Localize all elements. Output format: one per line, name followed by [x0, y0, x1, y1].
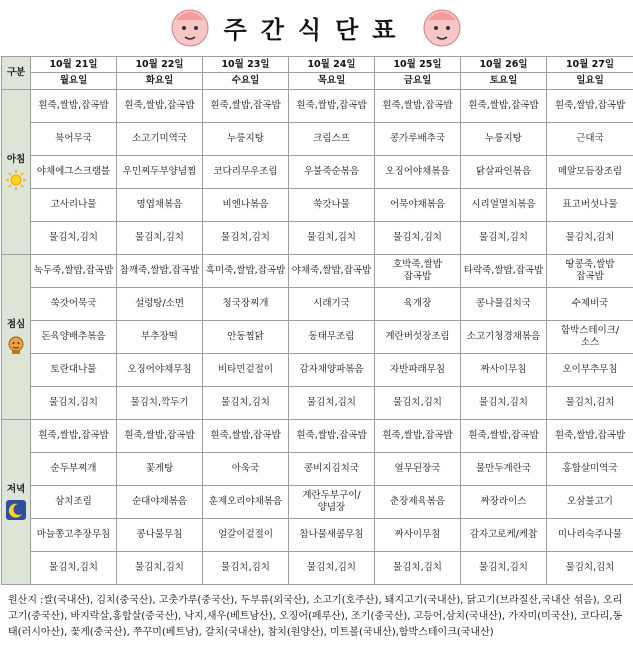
- menu-item: 물김치,김치: [117, 222, 203, 255]
- meal-label-lunch: [2, 255, 31, 420]
- meal-label-dinner: [2, 420, 31, 585]
- menu-item: 청국장찌개: [203, 288, 289, 321]
- menu-item: 홍합살미역국: [547, 453, 633, 486]
- menu-item: 미나리숙주나물: [547, 519, 633, 552]
- menu-item: 물김치,깍두기: [117, 387, 203, 420]
- menu-item: 오이부추무침: [547, 354, 633, 387]
- menu-item: 오징어야채볶음: [375, 156, 461, 189]
- menu-item: 물김치,김치: [375, 222, 461, 255]
- date-header: 10월 23일: [203, 57, 289, 73]
- menu-item: 물김치,김치: [547, 387, 633, 420]
- character-icon: [6, 335, 26, 355]
- menu-item: 참나물새콤무침: [289, 519, 375, 552]
- menu-item: 물김치,김치: [203, 387, 289, 420]
- page-title: 주간식단표: [223, 16, 410, 44]
- menu-item: 흰죽,쌀밥,잡곡밥: [461, 90, 547, 123]
- menu-item: 자반파래무침: [375, 354, 461, 387]
- menu-item: 순두부찌개: [31, 453, 117, 486]
- menu-item: 흰죽,쌀밥,잡곡밥: [375, 420, 461, 453]
- menu-item: 시래기국: [289, 288, 375, 321]
- menu-item: 타락죽,쌀밥,잡곡밥: [461, 255, 547, 288]
- menu-item: 물김치,김치: [461, 387, 547, 420]
- date-header: 10월 27일: [547, 57, 633, 73]
- menu-item: 콩가루배추국: [375, 123, 461, 156]
- menu-item: 북어무국: [31, 123, 117, 156]
- menu-item: 고사리나물: [31, 189, 117, 222]
- meal-label-text: 아침: [6, 154, 26, 165]
- menu-item: 땅콩죽,쌀밥 잡곡밥: [547, 255, 633, 288]
- menu-item: 흰죽,쌀밥,잡곡밥: [289, 90, 375, 123]
- menu-item: 근대국: [547, 123, 633, 156]
- menu-item: 크림스프: [289, 123, 375, 156]
- menu-row: [2, 222, 633, 255]
- menu-item: 꽃게탕: [117, 453, 203, 486]
- menu-item: 명엽채볶음: [117, 189, 203, 222]
- menu-item: 물김치,김치: [31, 222, 117, 255]
- menu-item: 토란대나물: [31, 354, 117, 387]
- menu-item: 물김치,김치: [31, 552, 117, 585]
- menu-item: 흰죽,쌀밥,잡곡밥: [117, 90, 203, 123]
- menu-item: 야채에그스크램블: [31, 156, 117, 189]
- date-header: 10월 24일: [289, 57, 375, 73]
- menu-item: 아욱국: [203, 453, 289, 486]
- menu-item: 누룽지탕: [203, 123, 289, 156]
- menu-item: 우불죽순볶음: [289, 156, 375, 189]
- menu-item: 순대야채볶음: [117, 486, 203, 519]
- menu-item: 흰죽,쌀밥,잡곡밥: [117, 420, 203, 453]
- menu-item: 물김치,김치: [375, 387, 461, 420]
- menu-item: 물김치,김치: [461, 552, 547, 585]
- menu-item: 흰죽,쌀밥,잡곡밥: [375, 90, 461, 123]
- menu-item: 녹두죽,쌀밥,잡곡밥: [31, 255, 117, 288]
- menu-item: 계란버섯장조림: [375, 321, 461, 354]
- weekday-header: 목요일: [289, 73, 375, 90]
- menu-item: 오삼불고기: [547, 486, 633, 519]
- menu-item: 흑미죽,쌀밥,잡곡밥: [203, 255, 289, 288]
- menu-row: [2, 288, 633, 321]
- weekday-header: 수요일: [203, 73, 289, 90]
- meal-label-breakfast: [2, 90, 31, 255]
- menu-row: [2, 519, 633, 552]
- menu-item: 흰죽,쌀밥,잡곡밥: [203, 90, 289, 123]
- menu-item: 물김치,김치: [547, 552, 633, 585]
- menu-item: 물김치,김치: [375, 552, 461, 585]
- menu-row: [2, 552, 633, 585]
- corner-label: 구분: [2, 57, 31, 90]
- menu-item: 안동찜닭: [203, 321, 289, 354]
- menu-item: 우민찌두부양념찜: [117, 156, 203, 189]
- menu-row: [2, 321, 633, 354]
- menu-item: 소고기미역국: [117, 123, 203, 156]
- menu-item: 춘장제육볶음: [375, 486, 461, 519]
- menu-row: [2, 156, 633, 189]
- menu-item: 콩나물김치국: [461, 288, 547, 321]
- weekly-menu-table: [1, 56, 633, 585]
- menu-item: 비엔나볶음: [203, 189, 289, 222]
- sun-icon: [6, 170, 26, 190]
- character-face-icon: [422, 6, 462, 48]
- menu-item: 비타민겉절이: [203, 354, 289, 387]
- menu-item: 열무된장국: [375, 453, 461, 486]
- menu-item: 삼치조림: [31, 486, 117, 519]
- menu-item: 설렁탕/소면: [117, 288, 203, 321]
- menu-item: 소고기청경채볶음: [461, 321, 547, 354]
- date-header: 10월 21일: [31, 57, 117, 73]
- moon-icon: [6, 500, 26, 520]
- date-header: 10월 25일: [375, 57, 461, 73]
- menu-row: [2, 354, 633, 387]
- weekday-header: 금요일: [375, 73, 461, 90]
- menu-item: 마늘쫑고추장무침: [31, 519, 117, 552]
- menu-item: 흰죽,쌀밥,잡곡밥: [547, 420, 633, 453]
- menu-item: 부추장떡: [117, 321, 203, 354]
- menu-item: 쑥갓나물: [289, 189, 375, 222]
- menu-item: 짜사이무침: [375, 519, 461, 552]
- weekday-header: 일요일: [547, 73, 633, 90]
- weekday-header: 화요일: [117, 73, 203, 90]
- menu-item: 코다리무우조림: [203, 156, 289, 189]
- menu-item: 물김치,김치: [117, 552, 203, 585]
- menu-item: 오징어야채무침: [117, 354, 203, 387]
- menu-item: 시리얼멸치볶음: [461, 189, 547, 222]
- menu-item: 물김치,김치: [289, 387, 375, 420]
- menu-item: 물김치,김치: [203, 222, 289, 255]
- menu-item: 계란두부구이/ 양념장: [289, 486, 375, 519]
- menu-item: 콩나물무침: [117, 519, 203, 552]
- menu-item: 함박스테이크/ 소스: [547, 321, 633, 354]
- menu-item: 감자고로케/케찹: [461, 519, 547, 552]
- menu-item: 표고버섯나물: [547, 189, 633, 222]
- menu-row: [2, 453, 633, 486]
- menu-row: [2, 90, 633, 123]
- menu-item: 물김치,김치: [461, 222, 547, 255]
- weekday-header: 토요일: [461, 73, 547, 90]
- menu-item: 동태무조림: [289, 321, 375, 354]
- menu-item: 감자채양파볶음: [289, 354, 375, 387]
- menu-item: 호박죽,쌀밥 잡곡밥: [375, 255, 461, 288]
- menu-row: [2, 486, 633, 519]
- header: [0, 0, 633, 56]
- menu-item: 짜사이무침: [461, 354, 547, 387]
- menu-item: 훈제오리야채볶음: [203, 486, 289, 519]
- menu-item: 콩비지김치국: [289, 453, 375, 486]
- menu-item: 물김치,김치: [203, 552, 289, 585]
- meal-label-text: 점심: [6, 319, 26, 330]
- menu-row: [2, 123, 633, 156]
- menu-row: [2, 189, 633, 222]
- menu-item: 짜장라이스: [461, 486, 547, 519]
- menu-item: 누룽지탕: [461, 123, 547, 156]
- menu-item: 야채죽,쌀밥,잡곡밥: [289, 255, 375, 288]
- date-header: 10월 22일: [117, 57, 203, 73]
- menu-item: 메알모듬장조림: [547, 156, 633, 189]
- menu-item: 흰죽,쌀밥,잡곡밥: [547, 90, 633, 123]
- weekday-header: 월요일: [31, 73, 117, 90]
- menu-item: 수제비국: [547, 288, 633, 321]
- menu-item: 흰죽,쌀밥,잡곡밥: [461, 420, 547, 453]
- menu-item: 흰죽,쌀밥,잡곡밥: [289, 420, 375, 453]
- menu-item: 물김치,김치: [547, 222, 633, 255]
- menu-item: 어묵야채볶음: [375, 189, 461, 222]
- menu-row: [2, 255, 633, 288]
- menu-item: 물김치,김치: [289, 222, 375, 255]
- menu-item: 얼갈이겉절이: [203, 519, 289, 552]
- menu-item: 물김치,김치: [289, 552, 375, 585]
- origin-notice: 원산지 :쌀(국내산), 김치(중국산), 고춧가루(중국산), 두부류(외국산), 소고기(호주산), 돼지고기(국내산), 닭고기(브라질산,국내산 섞음), 오리고기(중국산), 바지락살,홍합살(중국산), 낙지,새우(베트남산), 오징어(페루산), 조기(중국산), 고등어,삼치(국내산), 가자미(미국산), 코다리,동태(러시아산), 꽃게(중국산), 쭈꾸미(베트남), 갈치(국내산), 참치(원양산), 미트볼(국내산),함박스테이크(국내산): [8, 595, 623, 638]
- meal-label-text: 저녁: [6, 484, 26, 495]
- menu-item: 물만두계란국: [461, 453, 547, 486]
- date-header: 10월 26일: [461, 57, 547, 73]
- menu-row: [2, 387, 633, 420]
- menu-row: [2, 420, 633, 453]
- menu-item: 물김치,김치: [31, 387, 117, 420]
- menu-item: 참깨죽,쌀밥,잡곡밥: [117, 255, 203, 288]
- menu-item: 흰죽,쌀밥,잡곡밥: [31, 420, 117, 453]
- menu-item: 쑥갓어묵국: [31, 288, 117, 321]
- menu-item: 육개장: [375, 288, 461, 321]
- menu-item: 닭살파인볶음: [461, 156, 547, 189]
- menu-item: 흰죽,쌀밥,잡곡밥: [203, 420, 289, 453]
- menu-item: 돈육양배추볶음: [31, 321, 117, 354]
- menu-item: 흰죽,쌀밥,잡곡밥: [31, 90, 117, 123]
